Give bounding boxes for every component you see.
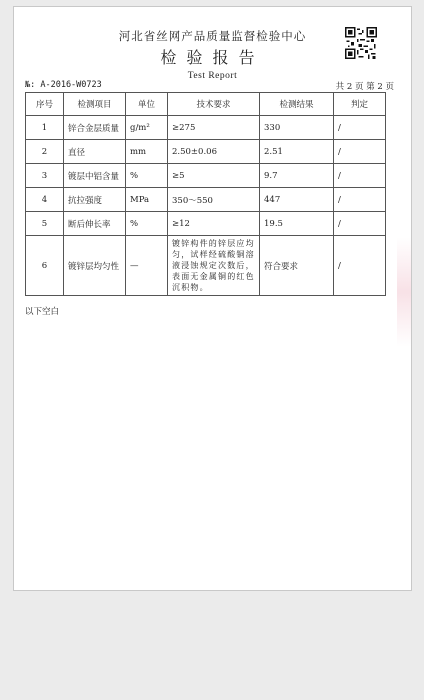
cell-item: 镀层中铝含量 <box>64 164 126 188</box>
table-row <box>26 140 386 164</box>
report-subtitle: Test Report <box>187 71 238 81</box>
cell-item: 锌合金层质量 <box>64 116 126 140</box>
organization-name: 河北省丝网产品质量监督检验中心 <box>118 29 307 43</box>
column-header-verdict: 判定 <box>334 93 386 116</box>
cell-unit: % <box>126 164 168 188</box>
cell-no: 4 <box>26 188 64 212</box>
cell-item: 直径 <box>64 140 126 164</box>
cell-no: 6 <box>26 236 64 296</box>
report-title: 检验报告 <box>160 48 265 67</box>
cell-no: 3 <box>26 164 64 188</box>
column-header-item: 检测项目 <box>64 93 126 116</box>
table-row <box>26 116 386 140</box>
cell-verdict: / <box>334 188 386 212</box>
cell-result: 9.7 <box>260 164 334 188</box>
cell-verdict: / <box>334 236 386 296</box>
cell-verdict: / <box>334 164 386 188</box>
cell-no: 2 <box>26 140 64 164</box>
cell-result: 447 <box>260 188 334 212</box>
cell-requirement: 镀锌构件的锌层应均匀，试样经硫酸铜溶液浸蚀规定次数后，表面无金属铜的红色沉积物。 <box>168 236 260 296</box>
qr-code-icon <box>345 27 377 59</box>
table-row <box>26 188 386 212</box>
column-header-no: 序号 <box>26 93 64 116</box>
results-table <box>25 92 386 296</box>
table-header-row <box>26 93 386 116</box>
end-of-report-note: 以下空白 <box>25 307 60 317</box>
table-row <box>26 212 386 236</box>
cell-unit: — <box>126 236 168 296</box>
cell-requirement: ≥275 <box>168 116 260 140</box>
cell-item: 镀锌层均匀性 <box>64 236 126 296</box>
cell-verdict: / <box>334 116 386 140</box>
cell-item: 抗拉强度 <box>64 188 126 212</box>
cell-verdict: / <box>334 140 386 164</box>
cell-requirement: 2.50±0.06 <box>168 140 260 164</box>
seal-stamp-edge <box>397 237 411 347</box>
cell-result: 19.5 <box>260 212 334 236</box>
cell-requirement: ≥12 <box>168 212 260 236</box>
column-header-unit: 单位 <box>126 93 168 116</box>
cell-result: 2.51 <box>260 140 334 164</box>
cell-unit: % <box>126 212 168 236</box>
column-header-requirement: 技术要求 <box>168 93 260 116</box>
cell-requirement: ≥5 <box>168 164 260 188</box>
cell-requirement: 350～550 <box>168 188 260 212</box>
cell-result: 330 <box>260 116 334 140</box>
page-indicator: 共 2 页 第 2 页 <box>335 82 394 92</box>
cell-unit: mm <box>126 140 168 164</box>
table-row <box>26 164 386 188</box>
report-number: №: A-2016-W0723 <box>25 80 102 90</box>
cell-unit: g/m² <box>126 116 168 140</box>
cell-result: 符合要求 <box>260 236 334 296</box>
table-row <box>26 236 386 296</box>
cell-no: 5 <box>26 212 64 236</box>
cell-verdict: / <box>334 212 386 236</box>
column-header-result: 检测结果 <box>260 93 334 116</box>
cell-unit: MPa <box>126 188 168 212</box>
cell-item: 断后伸长率 <box>64 212 126 236</box>
cell-no: 1 <box>26 116 64 140</box>
